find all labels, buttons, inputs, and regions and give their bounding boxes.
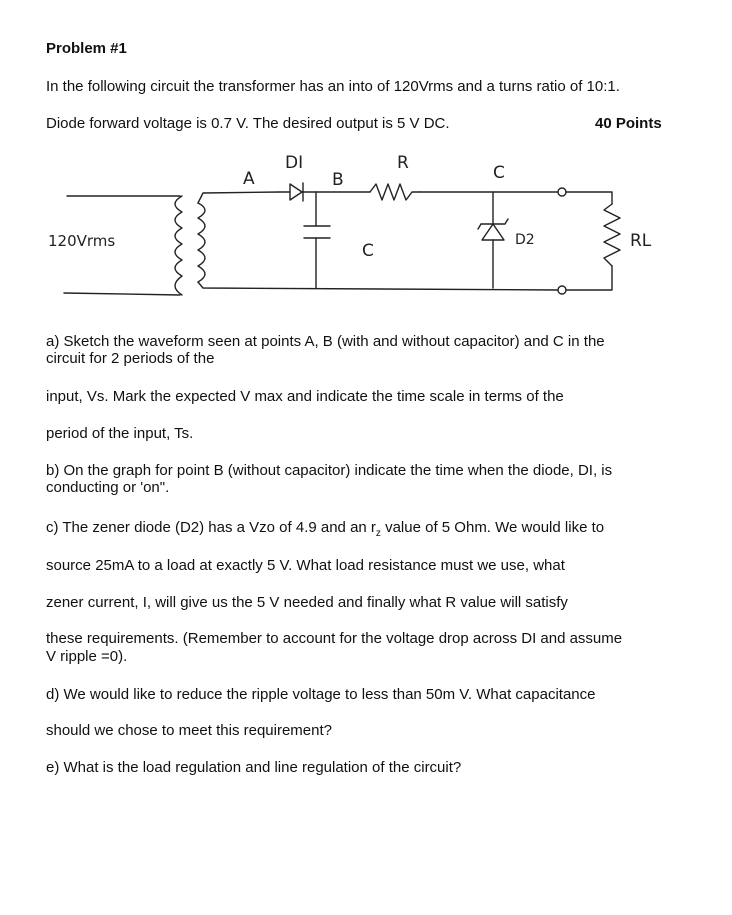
circuit-diagram [40,148,680,308]
diode1-label: DI [285,153,304,173]
question-d-line-2: should we chose to meet this requirement? [46,722,332,739]
point-b-label: B [332,170,344,190]
load-label: RL [630,231,652,251]
question-c-line-1 [46,519,604,543]
resistor-symbol [370,184,420,200]
intro-line-2: Diode forward voltage is 0.7 V. The desired output is 5 V DC. [46,115,450,132]
primary-bottom-wire [64,293,180,295]
question-c-line-4: these requirements. (Remember to account for the voltage drop across DI and assume [46,630,623,647]
question-b-line-2: conducting or 'on". [46,479,170,496]
output-terminal-top [558,188,566,196]
bottom-rail [198,282,558,290]
question-a-line-1: a) Sketch the waveform seen at points A, B (with and without capacitor) and C in the [46,333,605,350]
question-e-line-1: e) What is the load regulation and line regulation of the circuit? [46,759,462,776]
intro-line-1: In the following circuit the transformer has an into of 120Vrms and a turns ratio of 10:1. [46,78,620,95]
zener-symbol [482,224,504,240]
load-resistor-symbol [604,204,620,266]
point-a-label: A [243,169,255,189]
problem-title: Problem #1 [46,40,127,57]
diode1-symbol [290,184,302,200]
question-a-line-4: period of the input, Ts. [46,425,194,442]
question-c-line-1-post: value of 5 Ohm. We would like to [380,519,605,536]
question-a-line-3: input, Vs. Mark the expected V max and indicate the time scale in terms of the [46,388,564,405]
question-c-line-2: source 25mA to a load at exactly 5 V. What load resistance must we use, what [46,557,565,574]
question-b-line-1: b) On the graph for point B (without capacitor) indicate the time when the diode, DI, is [46,462,613,479]
question-c-line-5: V ripple =0). [46,648,128,665]
question-c-line-1-pre: c) The zener diode (D2) has a Vzo of 4.9 and an [46,519,371,536]
question-a-line-2: circuit for 2 periods of the [46,350,215,367]
load-bottom-wire [566,266,612,290]
resistor-label: R [397,153,409,173]
output-terminal-bottom [558,286,566,294]
rz-symbol: $r_z$ [370,519,381,539]
point-c-label: C [493,163,505,183]
load-top-wire [566,192,612,204]
zener-label: D2 [515,232,535,248]
source-label: 120Vrms [48,232,116,250]
secondary-coil [198,203,205,282]
question-c-line-3: zener current, I, will give us the 5 V needed and finally what R value will satisfy [46,594,568,611]
question-d-line-1: d) We would like to reduce the ripple voltage to less than 50m V. What capacitance [46,686,596,703]
secondary-top-wire [198,192,280,203]
points-label: 40 Points [595,115,662,132]
capacitor-label: C [362,241,374,261]
primary-coil [175,196,182,295]
